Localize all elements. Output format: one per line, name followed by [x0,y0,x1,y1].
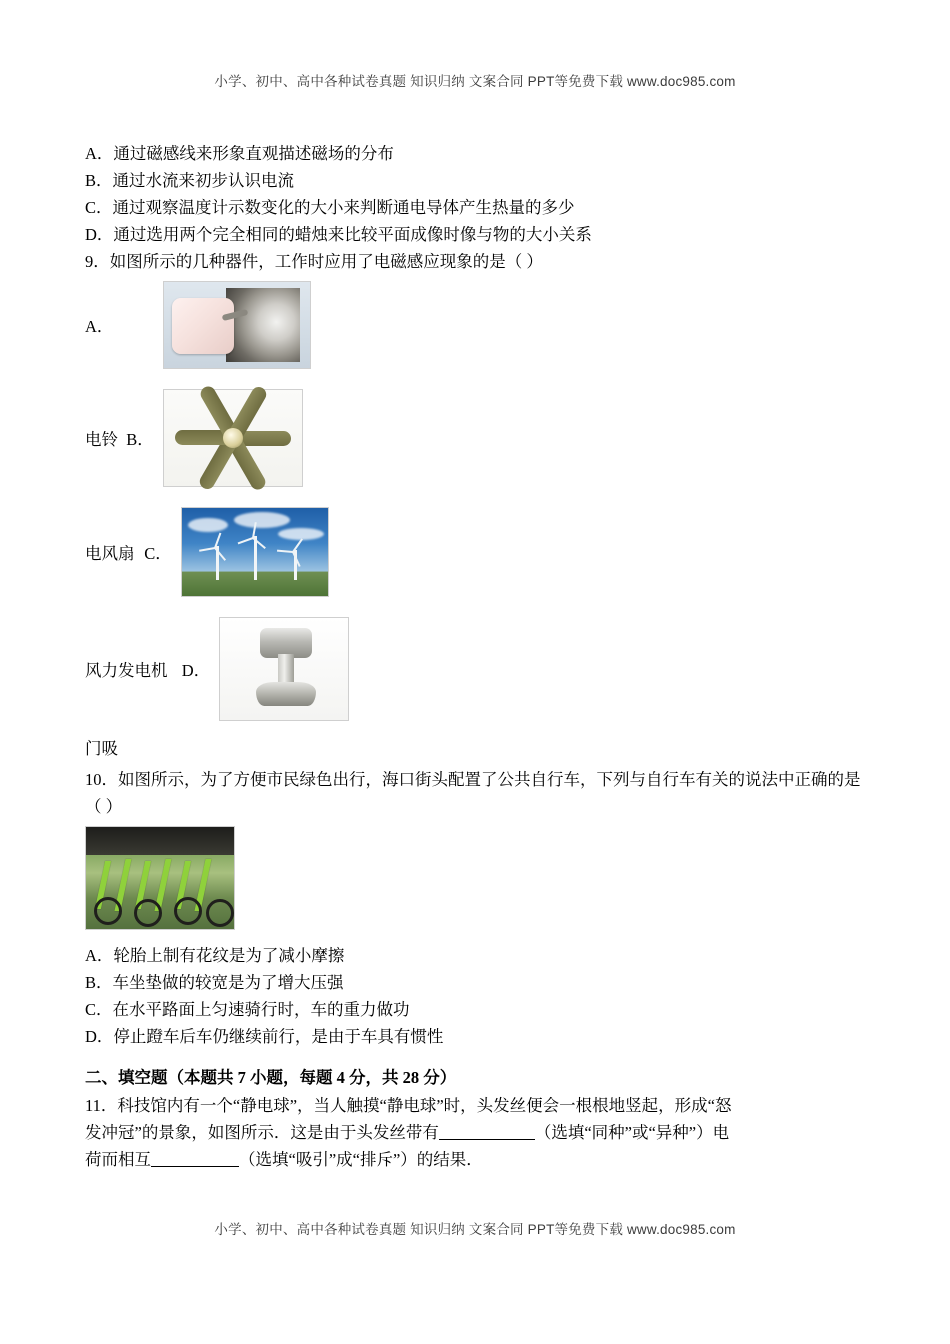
q10-option-d: D．停止蹬车后车仍继续前行，是由于车具有惯性 [85,1027,444,1046]
q10-stem: 10．如图所示，为了方便市民绿色出行，海口街头配置了公共自行车，下列与自行车有关的说法中正确的是（ ） [85,770,861,816]
q9-item-d-label: D． [181,661,211,680]
public-bicycles-photo [85,826,235,930]
q11-line3 [85,1146,867,1173]
q11-text-2: 发冲冠”的景象，如图所示．这是由于头发丝带有 [85,1123,439,1142]
q11-blank-1[interactable] [439,1139,535,1140]
q9-item-b-label: B． [126,430,154,449]
q11-blank-2[interactable] [151,1166,239,1167]
wind-turbine-photo [181,507,329,597]
q8-option-a: A．通过磁感线来形象直观描述磁场的分布 [85,144,394,163]
ceiling-fan-photo [163,389,303,487]
q9-item-c-label: C． [144,544,172,563]
q9-caption-bell: 电铃 [85,430,118,449]
watermark-bottom: 小学、初中、高中各种试卷真题 知识归纳 文案合同 PPT等免费下载 www.doc985.com [214,1222,736,1237]
q9-item-b [85,389,867,487]
q9-caption-fan: 电风扇 [85,544,135,563]
document-content [85,140,867,1173]
section-2-title: 二、填空题（本题共 7 小题，每题 4 分，共 28 分） [85,1068,457,1087]
q8-option-b: B．通过水流来初步认识电流 [85,171,295,190]
door-stopper-photo [219,617,349,721]
q9-caption-door: 门吸 [85,739,118,758]
watermark-top: 小学、初中、高中各种试卷真题 知识归纳 文案合同 PPT等免费下载 www.doc985.com [214,74,736,89]
q11-text-3: （选填“同种”或“异种”）电 [534,1123,730,1142]
q9-stem: 9．如图所示的几种器件，工作时应用了电磁感应现象的是（ ） [85,252,543,271]
q10-image-row [85,826,867,930]
q8-option-c: C．通过观察温度计示数变化的大小来判断通电导体产生热量的多少 [85,198,575,217]
electric-bell-photo [163,281,311,369]
q8-option-d: D．通过选用两个完全相同的蜡烛来比较平面成像时像与物的大小关系 [85,225,592,244]
q9-item-c [85,507,867,597]
q10-option-c: C．在水平路面上匀速骑行时，车的重力做功 [85,1000,410,1019]
q11-text-4: 荷而相互 [85,1150,151,1169]
q9-item-a-label: A． [85,317,114,336]
q11-text-5: （选填“吸引”成“排斥”）的结果． [239,1150,483,1169]
q10-option-a: A．轮胎上制有花纹是为了减小摩擦 [85,946,345,965]
q11-line2 [85,1119,867,1146]
q10-option-b: B．车坐垫做的较宽是为了增大压强 [85,973,344,992]
q9-item-d [85,617,867,721]
q9-caption-turbine: 风力发电机 [85,661,168,680]
q11-line1: 11．科技馆内有一个“静电球”，当人触摸“静电球”时，头发丝便会一根根地竖起，形成“怒 [85,1096,732,1115]
q9-item-a [85,281,867,369]
